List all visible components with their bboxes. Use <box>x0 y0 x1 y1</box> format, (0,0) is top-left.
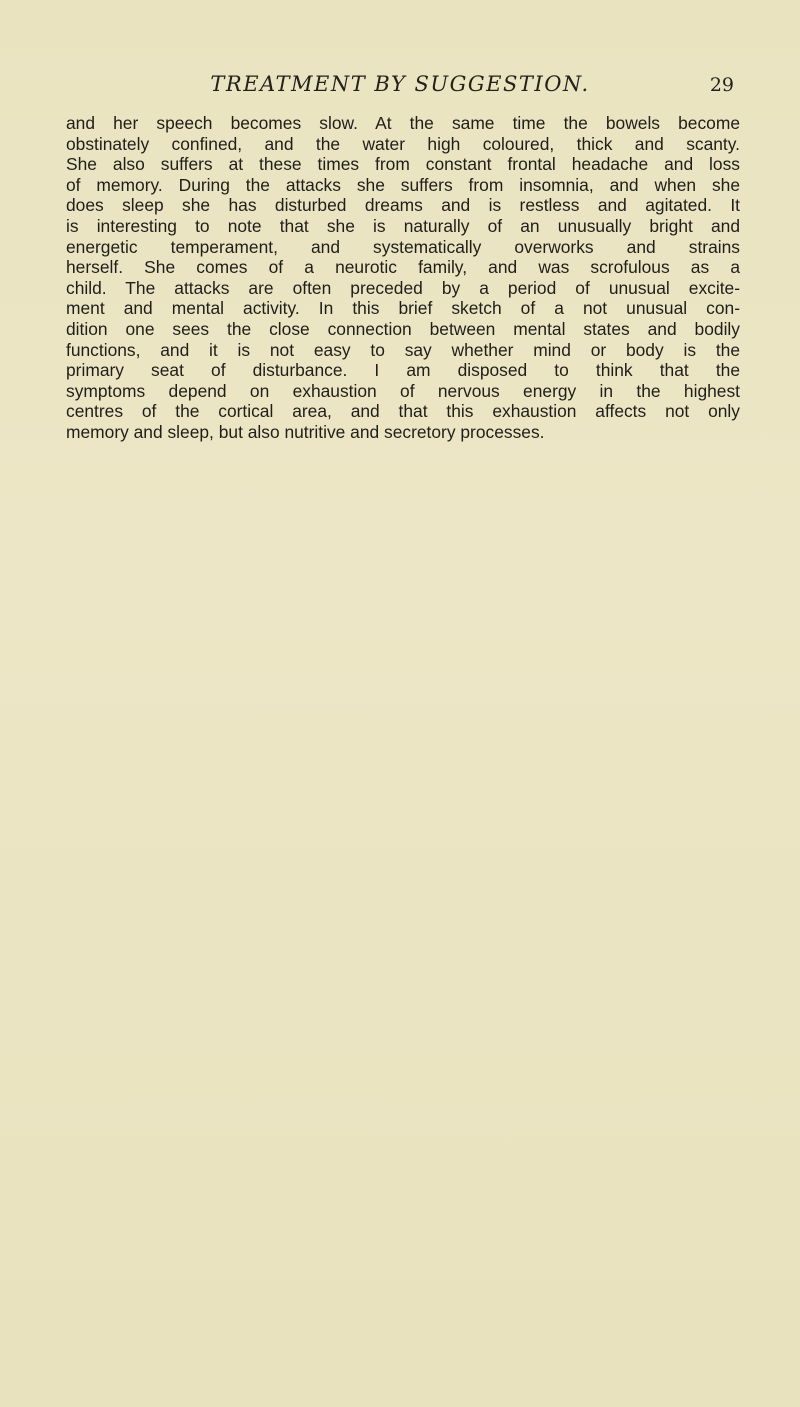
text-line: and her speech becomes slow. At the same time the bowels become <box>66 113 740 133</box>
text-line: primary seat of disturbance. I am disposed to think that the <box>66 360 740 381</box>
running-head <box>66 72 734 102</box>
text-line: ment and mental activity. In this brief sketch of a not unusual con- <box>66 298 740 319</box>
text-line: child. The attacks are often preceded by a period of unusual excite- <box>66 277 740 298</box>
body-paragraph <box>66 113 740 443</box>
text-line: centres of the cortical area, and that this exhaustion affects not only <box>66 401 740 422</box>
text-line: memory and sleep, but also nutritive and secretory processes. <box>66 421 545 442</box>
text-line: She also suffers at these times from constant frontal headache and loss <box>66 154 740 175</box>
page-number: 29 <box>709 74 734 96</box>
text-line: energetic temperament, and systematically overworks and strains <box>66 236 740 257</box>
text-line: of memory. During the attacks she suffers from insomnia, and when she <box>66 174 740 195</box>
text-line: is interesting to note that she is naturally of an unusually bright and <box>66 215 740 236</box>
text-line: functions, and it is not easy to say whether mind or body is the <box>66 339 740 360</box>
text-line: symptoms depend on exhaustion of nervous energy in the highest <box>66 380 740 401</box>
text-line: dition one sees the close connection between mental states and bodily <box>66 318 740 339</box>
text-line: herself. She comes of a neurotic family, and was scrofulous as a <box>66 257 740 278</box>
text-line: does sleep she has disturbed dreams and is restless and agitated. It <box>66 195 740 216</box>
running-title: TREATMENT BY SUGGESTION. <box>210 72 590 96</box>
text-line: obstinately confined, and the water high coloured, thick and scanty. <box>66 133 740 154</box>
